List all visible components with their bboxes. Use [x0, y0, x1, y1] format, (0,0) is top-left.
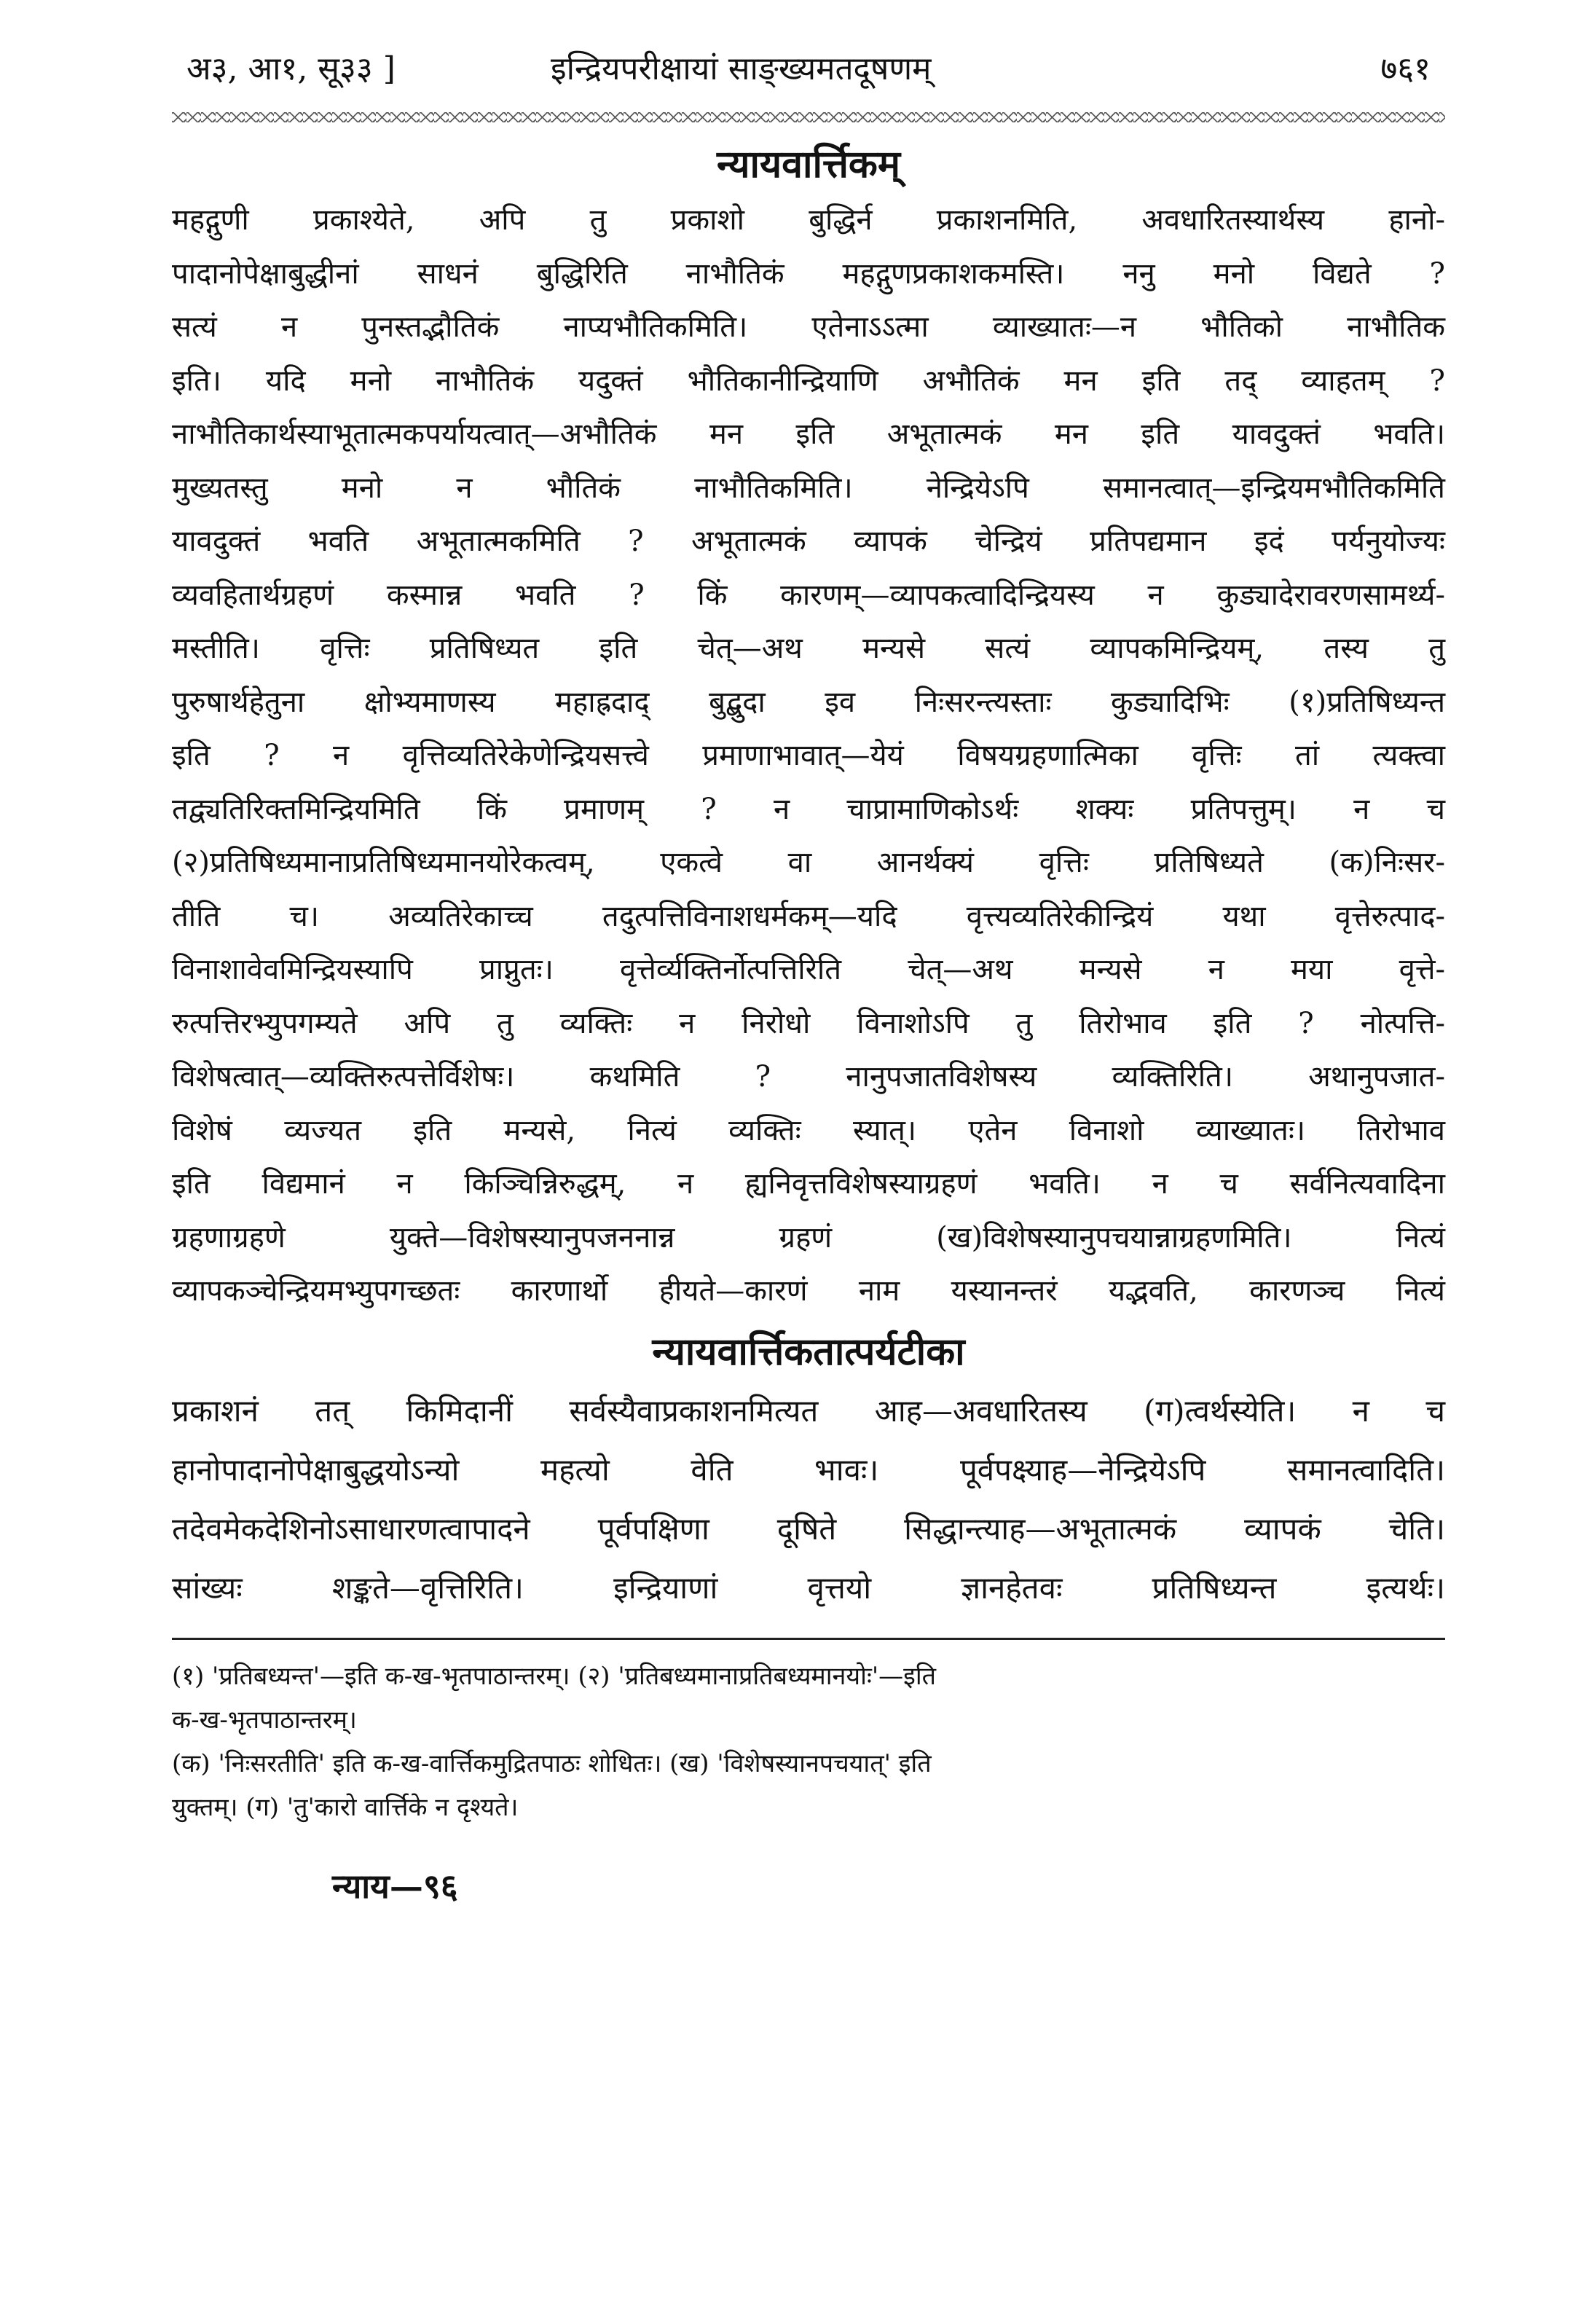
tika-line: तदेवमेकदेशिनोऽसाधारणत्वापादने पूर्वपक्षिणा दूषिते सिद्धान्त्याह—अभूतात्मकं व्यापकं चेति। — [172, 1510, 1445, 1547]
vartika-line: पादानोपेक्षाबुद्धीनां साधनं बुद्धिरिति नाभौतिकं महद्गुणप्रकाशकमस्ति। ननु मनो विद्यते ? — [172, 256, 1445, 291]
footnotes — [172, 1654, 1445, 1829]
page — [172, 29, 1445, 1908]
vartika-body — [172, 194, 1445, 1319]
vartika-line: तीति च। अव्यतिरेकाच्च तदुत्पत्तिविनाशधर्मकम्—यदि वृत्त्यव्यतिरेकीन्द्रियं यथा वृत्तेरुत्पाद- — [172, 899, 1445, 933]
header-wavy-rule — [172, 112, 1445, 122]
vartika-line: महद्गुणी प्रकाश्येते, अपि तु प्रकाशो बुद्धिर्न प्रकाशनमिति, अवधारितस्यार्थस्य हानो- — [172, 203, 1445, 237]
vartika-line: विनाशावेवमिन्द्रियस्यापि प्राप्नुतः। वृत्तेर्व्यक्तिर्नोत्पत्तिरिति चेत्—अथ मन्यसे न मया वृत्ते- — [172, 953, 1445, 986]
footnote-line: (क) 'निःसरतीति' इति क-ख-वार्त्तिकमुद्रितपाठः शोधितः। (ख) 'विशेषस्यानपचयात्' इति — [172, 1748, 932, 1778]
tika-line: प्रकाशनं तत् किमिदानीं सर्वस्यैवाप्रकाशनमित्यत आह—अवधारितस्य (ग)त्वर्थस्येति। न च — [172, 1392, 1445, 1429]
tika-title: न्यायवार्त्तिकतात्पर्यटीका — [652, 1329, 965, 1374]
header-running-title: इन्द्रियपरीक्षायां साङ्ख्यमतदूषणम् — [551, 50, 932, 87]
tika-line: सांख्यः शङ्कते—वृत्तिरिति। इन्द्रियाणां वृत्तयो ज्ञानहेतवः प्रतिषिध्यन्त इत्यर्थः। — [172, 1569, 1445, 1606]
vartika-line: नाभौतिकार्थस्याभूतात्मकपर्यायत्वात्—अभौतिकं मन इति अभूतात्मकं मन इति यावदुक्तं भवति। — [172, 417, 1445, 451]
vartika-line: यावदुक्तं भवति अभूतात्मकमिति ? अभूतात्मकं व्यापकं चेन्द्रियं प्रतिपद्यमान इदं पर्यनुयोज्यः — [172, 525, 1445, 558]
vartika-line: इति ? न वृत्तिव्यतिरेकेणेन्द्रियसत्त्वे प्रमाणाभावात्—येयं विषयग्रहणात्मिका वृत्तिः तां त्यक्त्वा — [172, 739, 1445, 772]
vartika-line: रुत्पत्तिरभ्युपगम्यते अपि तु व्यक्तिः न निरोधो विनाशोऽपि तु तिरोभाव इति ? नोत्पत्ति- — [172, 1006, 1445, 1040]
vartika-line: तद्व्यतिरिक्तमिन्द्रियमिति किं प्रमाणम् ? न चाप्रामाणिकोऽर्थः शक्यः प्रतिपत्तुम्। न च — [172, 792, 1445, 826]
header-section-ref: अ३, आ१, सू३३ ] — [186, 50, 396, 87]
vartika-line: मस्तीति। वृत्तिः प्रतिषिध्यत इति चेत्—अथ मन्यसे सत्यं व्यापकमिन्द्रियम्, तस्य तु — [172, 632, 1445, 665]
footnote-divider — [172, 1638, 1445, 1640]
vartika-line: मुख्यतस्तु मनो न भौतिकं नाभौतिकमिति। नेन्द्रियेऽपि समानत्वात्—इन्द्रियमभौतिकमिति — [172, 471, 1445, 505]
footnote-line: (१) 'प्रतिबध्यन्त'—इति क-ख-भृतपाठान्तरम्। (२) 'प्रतिबध्यमानाप्रतिबध्यमानयोः'—इति — [172, 1661, 937, 1691]
vartika-line: विशेषं व्यज्यत इति मन्यसे, नित्यं व्यक्तिः स्यात्। एतेन विनाशो व्याख्यातः। तिरोभाव — [172, 1113, 1445, 1147]
page-number: ७६१ — [1380, 50, 1431, 87]
footnote-line: युक्तम्। (ग) 'तु'कारो वार्त्तिके न दृश्यते। — [172, 1792, 519, 1822]
vartika-line: ग्रहणाग्रहणे युक्ते—विशेषस्यानुपजननान्न ग्रहणं (ख)विशेषस्यानुपचयान्नाग्रहणमिति। नित्यं — [172, 1220, 1445, 1255]
vartika-line: पुरुषार्थहेतुना क्षोभ्यमाणस्य महाह्रदाद् बुद्बुदा इव निःसरन्त्यस्ताः कुड्यादिभिः (१)प्रतिषिध्यन्त — [172, 685, 1445, 719]
signature-mark: न्याय—९६ — [332, 1866, 458, 1906]
tika-body — [172, 1381, 1445, 1617]
page-header — [172, 29, 1445, 109]
footnote-line: क-ख-भृतपाठान्तरम्। — [172, 1705, 357, 1735]
vartika-line: व्यापकञ्चेन्द्रियमभ्युपगच्छतः कारणार्थो हीयते—कारणं नाम यस्यानन्तरं यद्भवति, कारणञ्च नित्यं — [172, 1274, 1445, 1308]
vartika-line: इति। यदि मनो नाभौतिकं यदुक्तं भौतिकानीन्द्रियाणि अभौतिकं मन इति तद् व्याहतम् ? — [172, 364, 1445, 398]
vartika-line: व्यवहितार्थग्रहणं कस्मान्न भवति ? किं कारणम्—व्यापकत्वादिन्द्रियस्य न कुड्यादेरावरणसामर्थ्य- — [172, 578, 1445, 612]
vartika-title: न्यायवार्त्तिकम् — [717, 142, 900, 187]
tika-line: हानोपादानोपेक्षाबुद्धयोऽन्यो महत्यो वेति भावः। पूर्वपक्ष्याह—नेन्द्रियेऽपि समानत्वादिति। — [172, 1451, 1445, 1488]
vartika-line: सत्यं न पुनस्तद्भौतिकं नाप्यभौतिकमिति। एतेनाऽऽत्मा व्याख्यातः—न भौतिको नाभौतिक — [172, 310, 1445, 344]
vartika-line: इति विद्यमानं न किञ्चिन्निरुद्धम्, न ह्यनिवृत्तविशेषस्याग्रहणं भवति। न च सर्वनित्यवादिना — [172, 1167, 1445, 1201]
vartika-line: (२)प्रतिषिध्यमानाप्रतिषिध्यमानयोरेकत्वम्, एकत्वे वा आनर्थक्यं वृत्तिः प्रतिषिध्यते (क)निःसर- — [172, 846, 1445, 879]
vartika-line: विशेषत्वात्—व्यक्तिरुत्पत्तेर्विशेषः। कथमिति ? नानुपजातविशेषस्य व्यक्तिरिति। अथानुपजात- — [172, 1060, 1445, 1094]
